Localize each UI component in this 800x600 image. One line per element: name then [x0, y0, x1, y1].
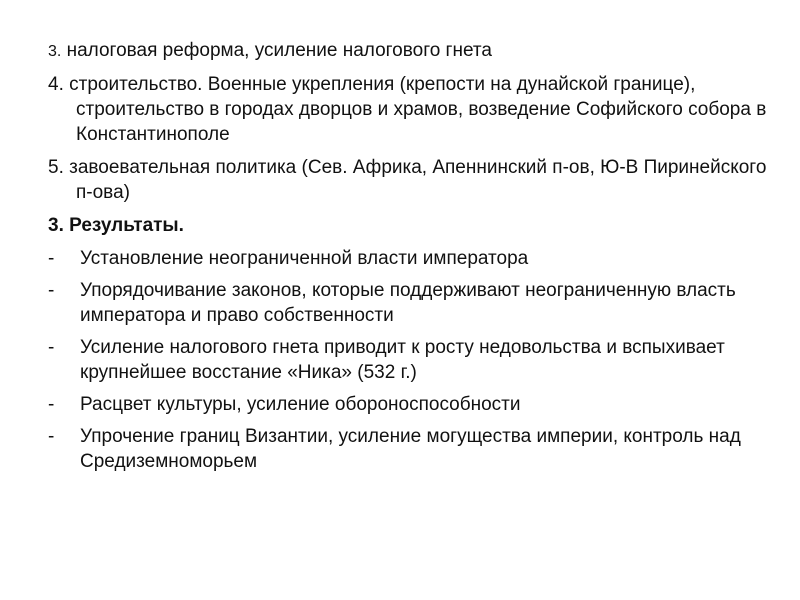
bullet-dash: -	[48, 337, 55, 358]
results-bullet	[48, 424, 778, 474]
results-bullet	[48, 246, 778, 271]
item-text: строительство. Военные укрепления (крепости на дунайской границе), строительство в городах дворцов и храмов, возведение Софийского собора в Константинополе	[69, 74, 767, 145]
bullet-text: Упрочение границ Византии, усиление могущества империи, контроль над Средиземноморьем	[80, 426, 741, 472]
bullet-dash: -	[48, 394, 55, 415]
item-number: 3.	[48, 43, 62, 60]
item-number: 4.	[48, 74, 64, 95]
list-item-3	[48, 38, 778, 64]
bullet-text: Усиление налогового гнета приводит к росту недовольства и вспыхивает крупнейшее восстание «Ника» (532 г.)	[80, 337, 725, 383]
item-text: завоевательная политика (Сев. Африка, Апеннинский п-ов, Ю-В Пиринейского п-ова)	[69, 157, 767, 203]
results-bullet	[48, 335, 778, 385]
bullet-dash: -	[48, 280, 55, 301]
list-item-4	[48, 72, 778, 147]
list-item-5	[48, 155, 778, 205]
bullet-dash: -	[48, 426, 55, 447]
bullet-dash: -	[48, 248, 55, 269]
item-text: налоговая реформа, усиление налогового гнета	[66, 40, 492, 61]
results-bullet	[48, 278, 778, 328]
results-bullet	[48, 392, 778, 417]
bullet-text: Установление неограниченной власти императора	[80, 248, 529, 269]
bullet-text: Расцвет культуры, усиление обороноспособности	[80, 394, 521, 415]
bullet-text: Упорядочивание законов, которые поддерживают неограниченную власть императора и право собственности	[80, 280, 736, 326]
results-heading: 3. Результаты.	[48, 215, 184, 236]
item-number: 5.	[48, 157, 64, 178]
slide-content	[48, 38, 778, 481]
